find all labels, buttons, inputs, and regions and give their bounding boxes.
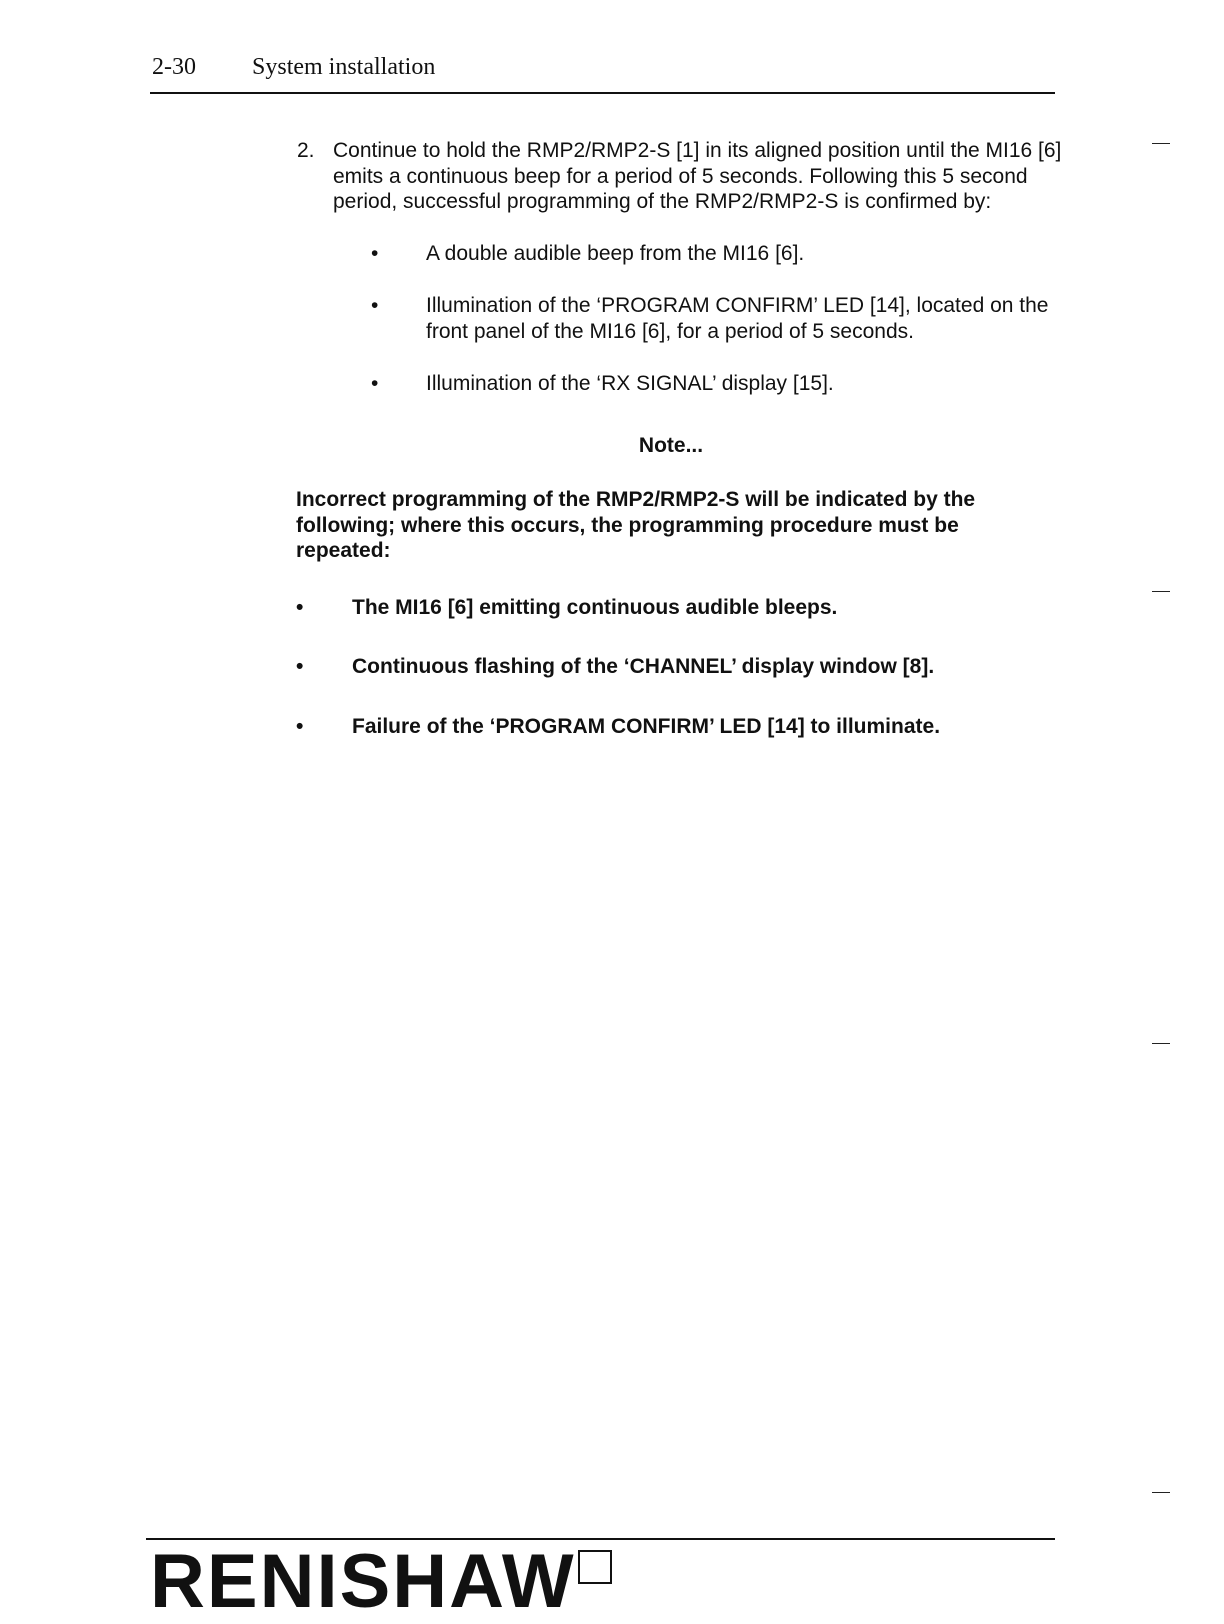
list-item bbox=[333, 371, 1064, 397]
bullet-icon: • bbox=[371, 372, 379, 395]
margin-tick-mark bbox=[1152, 1043, 1170, 1044]
list-item-text: Continuous flashing of the ‘CHANNEL’ display window [8]. bbox=[352, 655, 935, 678]
list-item-text: The MI16 [6] emitting continuous audible bleeps. bbox=[352, 595, 838, 619]
step-number: 2. bbox=[297, 139, 315, 162]
page-number: 2-30 bbox=[152, 54, 196, 80]
bullet-icon: • bbox=[371, 294, 379, 317]
logo-wordmark: RENISHAW bbox=[150, 1539, 576, 1624]
list-item-text: Illumination of the ‘PROGRAM CONFIRM’ LED [14], located on the front panel of the MI16 [6], for a period of 5 seconds. bbox=[426, 294, 1049, 343]
bullet-icon: • bbox=[296, 714, 304, 738]
bullet-icon: • bbox=[296, 595, 304, 619]
list-item-text: A double audible beep from the MI16 [6]. bbox=[426, 241, 805, 265]
page-content bbox=[296, 138, 1064, 773]
step-text: Continue to hold the RMP2/RMP2-S [1] in its aligned position until the MI16 [6] emits a continuous beep for a period of 5 seconds. Following this 5 second period, successful programming of the RMP2/RMP2-S is confirmed by: bbox=[333, 139, 1062, 213]
margin-tick-mark bbox=[1152, 591, 1170, 592]
confirmation-list bbox=[333, 241, 1064, 397]
procedure-step bbox=[296, 138, 1064, 397]
bullet-icon: • bbox=[296, 655, 304, 678]
margin-tick-mark bbox=[1152, 143, 1170, 144]
footer-logo bbox=[150, 1539, 590, 1624]
trademark-icon bbox=[578, 1550, 612, 1584]
note-body: Incorrect programming of the RMP2/RMP2-S will be indicated by the following; where this occurs, the programming procedure must be repeated: bbox=[296, 488, 976, 562]
note-list bbox=[296, 595, 1064, 740]
page-header bbox=[152, 54, 1054, 81]
list-item bbox=[333, 241, 1064, 267]
note-heading: Note... bbox=[638, 433, 704, 457]
section-title: System installation bbox=[252, 54, 436, 80]
list-item bbox=[296, 595, 1064, 621]
list-item bbox=[296, 714, 1064, 740]
header-divider bbox=[150, 92, 1055, 94]
margin-tick-mark bbox=[1152, 1492, 1170, 1493]
list-item bbox=[333, 293, 1064, 344]
list-item bbox=[296, 654, 1064, 680]
bullet-icon: • bbox=[371, 241, 379, 265]
list-item-text: Illumination of the ‘RX SIGNAL’ display [15]. bbox=[426, 372, 834, 395]
list-item-text: Failure of the ‘PROGRAM CONFIRM’ LED [14] to illuminate. bbox=[352, 714, 941, 738]
